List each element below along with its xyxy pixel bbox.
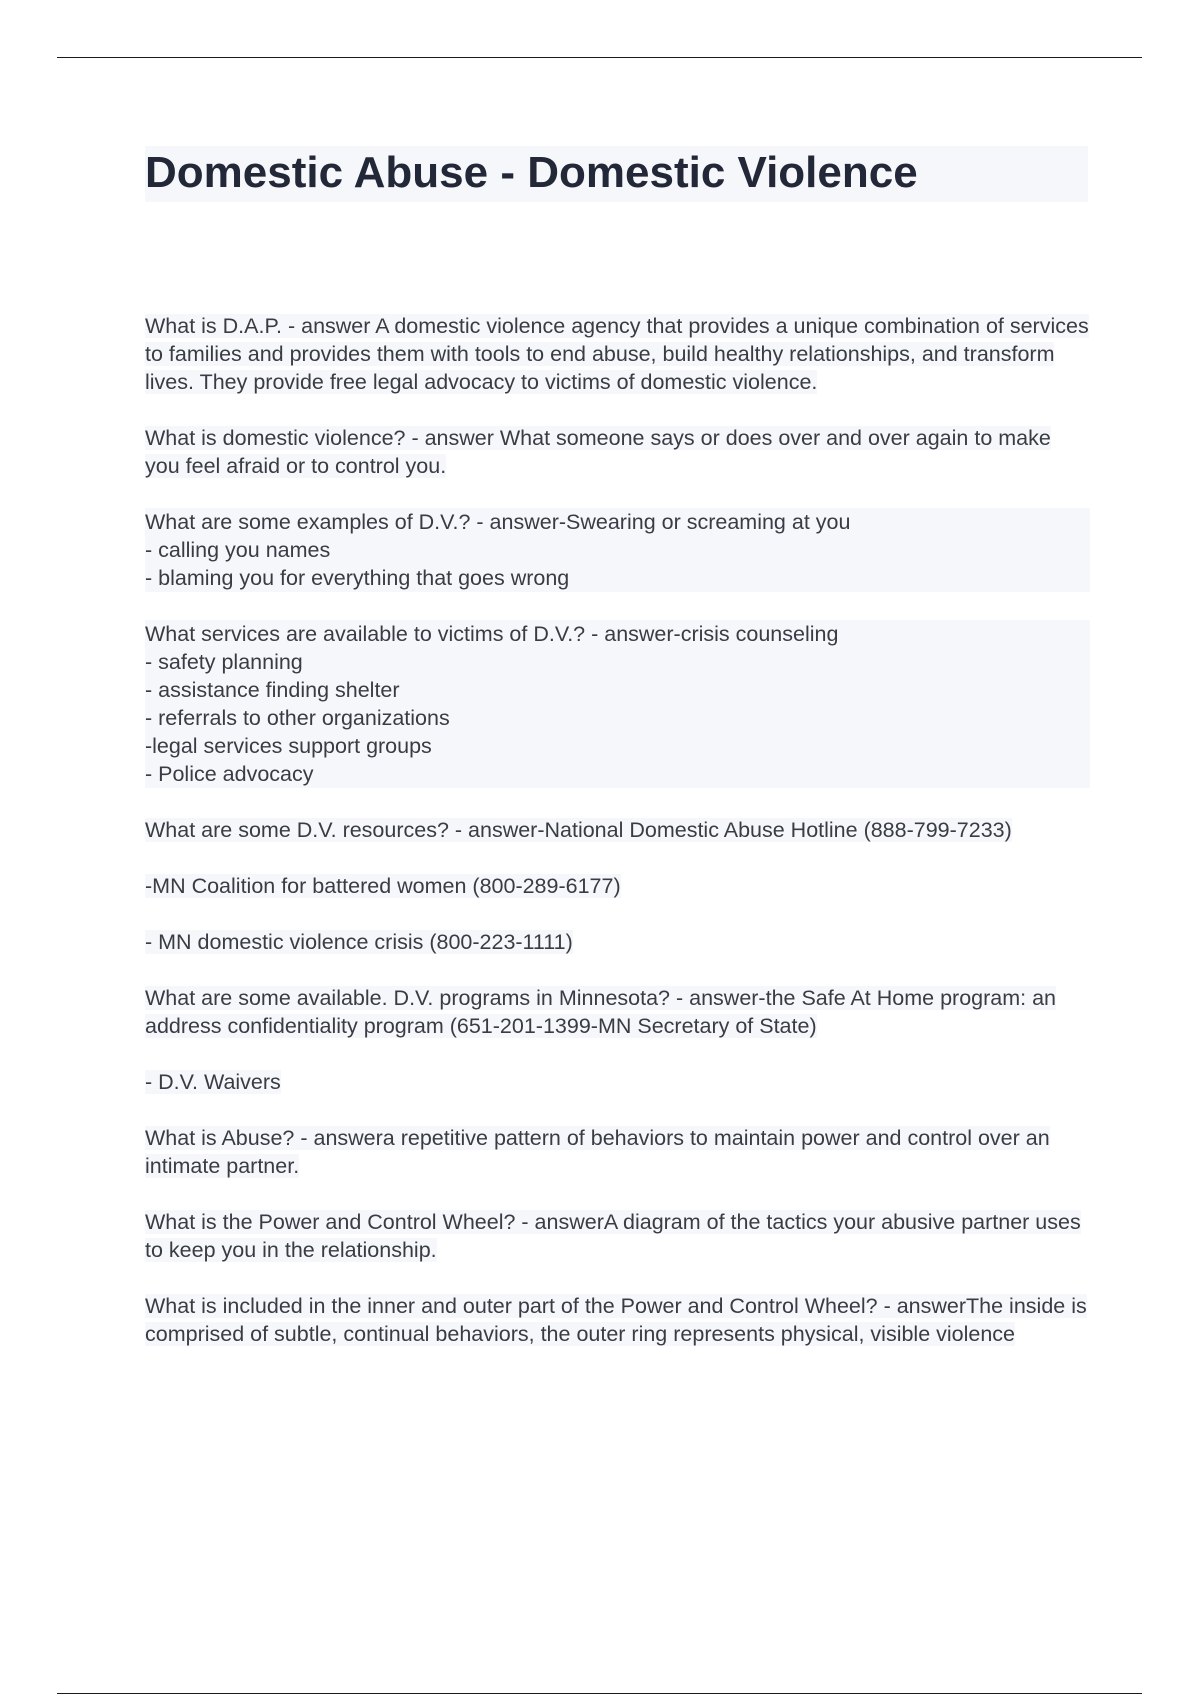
qa-line bbox=[145, 732, 1090, 760]
qa-line-text: - referrals to other organizations bbox=[145, 706, 450, 730]
top-rule bbox=[57, 57, 1142, 58]
qa-line-text: - assistance finding shelter bbox=[145, 678, 400, 702]
qa-text: -MN Coalition for battered women (800-289-6177) bbox=[145, 874, 621, 898]
qa-text: What are some D.V. resources? - answer-National Domestic Abuse Hotline (888-799-7233) bbox=[145, 818, 1012, 842]
qa-line-text: What are some examples of D.V.? - answer-Swearing or screaming at you bbox=[145, 510, 851, 534]
qa-line bbox=[145, 536, 1090, 564]
qa-paragraph bbox=[145, 872, 1090, 900]
qa-paragraph bbox=[145, 1068, 1090, 1096]
qa-paragraph bbox=[145, 928, 1090, 956]
qa-line bbox=[145, 676, 1090, 704]
qa-line bbox=[145, 620, 1090, 648]
qa-line bbox=[145, 648, 1090, 676]
qa-paragraph bbox=[145, 984, 1090, 1040]
qa-paragraph bbox=[145, 424, 1090, 480]
qa-line bbox=[145, 564, 1090, 592]
qa-line bbox=[145, 508, 1090, 536]
qa-line-text: - calling you names bbox=[145, 538, 331, 562]
document-body bbox=[145, 312, 1090, 1376]
qa-text: - D.V. Waivers bbox=[145, 1070, 281, 1094]
bottom-rule bbox=[57, 1693, 1142, 1694]
qa-paragraph bbox=[145, 508, 1090, 592]
qa-line-text: - Police advocacy bbox=[145, 762, 314, 786]
qa-text: What is Abuse? - answera repetitive pattern of behaviors to maintain power and control over an intimate partner. bbox=[145, 1126, 1050, 1178]
document-title: Domestic Abuse - Domestic Violence bbox=[145, 148, 918, 197]
qa-text: What is domestic violence? - answer What someone says or does over and over again to make you feel afraid or to control you. bbox=[145, 426, 1051, 478]
qa-text: - MN domestic violence crisis (800-223-1111) bbox=[145, 930, 573, 954]
qa-paragraph bbox=[145, 1208, 1090, 1264]
qa-text: What are some available. D.V. programs in Minnesota? - answer-the Safe At Home program: an address confidentiality program (651-201-1399-MN Secretary of State) bbox=[145, 986, 1056, 1038]
qa-paragraph bbox=[145, 620, 1090, 788]
qa-line-text: - safety planning bbox=[145, 650, 303, 674]
qa-line-text: - blaming you for everything that goes wrong bbox=[145, 566, 570, 590]
qa-text: What is included in the inner and outer part of the Power and Control Wheel? - answerThe inside is comprised of subtle, continual behaviors, the outer ring represents physical, visible violence bbox=[145, 1294, 1087, 1346]
qa-text: What is the Power and Control Wheel? - answerA diagram of the tactics your abusive partner uses to keep you in the relationship. bbox=[145, 1210, 1081, 1262]
qa-paragraph bbox=[145, 312, 1090, 396]
qa-paragraph bbox=[145, 1124, 1090, 1180]
qa-paragraph bbox=[145, 1292, 1090, 1348]
title-block bbox=[145, 146, 1088, 202]
qa-paragraph bbox=[145, 816, 1090, 844]
qa-line-text: What services are available to victims of D.V.? - answer-crisis counseling bbox=[145, 622, 839, 646]
qa-line bbox=[145, 704, 1090, 732]
qa-text: What is D.A.P. - answer A domestic violence agency that provides a unique combination of services to families and provides them with tools to end abuse, build healthy relationships, and transform lives. They provide free legal advocacy to victims of domestic violence. bbox=[145, 314, 1089, 394]
qa-line-text: -legal services support groups bbox=[145, 734, 432, 758]
qa-line bbox=[145, 760, 1090, 788]
